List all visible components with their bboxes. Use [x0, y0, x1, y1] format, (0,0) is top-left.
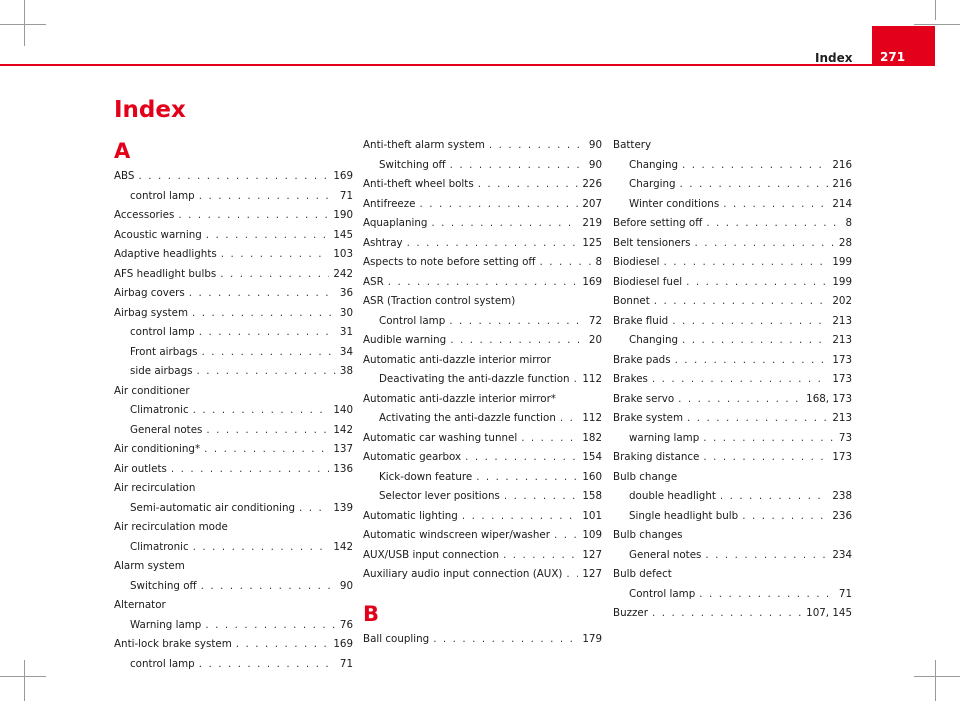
- dot-leader: [431, 214, 578, 234]
- index-entry: [363, 331, 602, 351]
- entry-page-ref[interactable]: 202: [832, 295, 852, 307]
- dot-leader: [199, 187, 336, 207]
- entry-page-ref[interactable]: 109: [582, 529, 602, 541]
- entry-term: Auxiliary audio input connection (AUX): [363, 568, 563, 580]
- entry-term: Biodiesel: [613, 256, 660, 268]
- dot-leader: [703, 448, 828, 468]
- entry-page-ref[interactable]: 101: [582, 509, 602, 522]
- entry-term: Deactivating the anti-dazzle function: [379, 373, 570, 385]
- index-entry: [613, 214, 852, 234]
- entry-page-ref[interactable]: 214: [832, 197, 852, 210]
- entry-term: Aspects to note before setting off: [363, 256, 536, 268]
- entry-term: General notes: [629, 548, 702, 561]
- index-entry: [613, 351, 852, 371]
- index-column-2: [363, 136, 602, 649]
- entry-term: Air recirculation mode: [114, 521, 228, 533]
- header-rule: [0, 64, 935, 66]
- index-subentry: [613, 156, 852, 176]
- entry-term: Switching off: [130, 579, 197, 592]
- entry-term: Automatic anti-dazzle interior mirror: [363, 353, 551, 366]
- index-column-3: [613, 136, 852, 624]
- dot-leader: [197, 362, 336, 382]
- dot-leader: [193, 538, 330, 558]
- index-heading: [613, 468, 852, 488]
- dot-leader: [503, 546, 578, 566]
- entry-term: Airbag system: [114, 306, 189, 319]
- entry-term: Warning lamp: [130, 618, 202, 631]
- entry-term: warning lamp: [629, 431, 700, 444]
- dot-leader: [678, 390, 802, 410]
- crop-mark: [24, 660, 25, 701]
- entry-term: Selector lever positions: [379, 490, 500, 502]
- entry-term: Braking distance: [613, 451, 700, 463]
- dot-leader: [171, 460, 329, 480]
- index-subentry: [114, 577, 353, 597]
- index-entry: [613, 234, 852, 254]
- entry-term: Activating the anti-dazzle function: [379, 412, 556, 424]
- index-subentry: [114, 499, 353, 519]
- entry-page-ref[interactable]: 8: [845, 217, 852, 229]
- dot-leader: [206, 226, 330, 246]
- index-subentry: [114, 616, 353, 636]
- entry-page-ref[interactable]: 219: [582, 217, 602, 229]
- dot-leader: [192, 304, 336, 324]
- entry-term: Automatic anti-dazzle interior mirror*: [363, 392, 556, 405]
- section-letter-b: B: [363, 601, 380, 626]
- dot-leader: [574, 370, 579, 390]
- index-subentry: [613, 175, 852, 195]
- entry-page-ref[interactable]: 169: [582, 275, 602, 288]
- entry-term: Anti-theft alarm system: [363, 139, 485, 151]
- index-entry: [114, 206, 353, 226]
- entry-page-ref[interactable]: 125: [582, 236, 602, 249]
- dot-leader: [189, 284, 336, 304]
- index-entry: [613, 273, 852, 293]
- dot-leader: [462, 507, 579, 527]
- entry-term: Bulb changes: [613, 529, 683, 541]
- dot-leader: [476, 468, 578, 488]
- entry-term: Anti-lock brake system: [114, 638, 232, 650]
- entry-page-ref[interactable]: 112: [582, 412, 602, 424]
- index-subentry: [114, 401, 353, 421]
- index-entry: [114, 635, 353, 655]
- index-entry: [114, 460, 353, 480]
- entry-page-ref[interactable]: 199: [832, 275, 852, 288]
- entry-term: Automatic lighting: [363, 509, 458, 522]
- entry-page-ref[interactable]: 182: [582, 431, 602, 444]
- entry-page-ref[interactable]: 31: [339, 326, 353, 338]
- index-subentry: [114, 362, 353, 382]
- index-entry: [363, 630, 602, 650]
- entry-term: Aquaplaning: [363, 217, 428, 229]
- entry-term: Antifreeze: [363, 197, 416, 210]
- index-subentry: [114, 323, 353, 343]
- index-heading: [114, 479, 353, 499]
- dot-leader: [699, 585, 835, 605]
- entry-page-ref[interactable]: 103: [333, 248, 353, 260]
- index-entry: [613, 370, 852, 390]
- index-heading: [114, 557, 353, 577]
- entry-term: Air conditioner: [114, 384, 190, 397]
- entry-page-ref[interactable]: 236: [832, 509, 852, 522]
- dot-leader: [504, 487, 578, 507]
- entry-term: Switching off: [379, 158, 446, 171]
- index-subentry: [613, 585, 852, 605]
- entry-page-ref[interactable]: 76: [339, 618, 353, 631]
- page-number: 271: [880, 50, 906, 64]
- entry-term: Kick-down feature: [379, 470, 473, 483]
- entry-page-ref[interactable]: 71: [838, 587, 852, 600]
- page-number-tab: [872, 26, 935, 66]
- dot-leader: [221, 245, 330, 265]
- index-subentry: [613, 487, 852, 507]
- index-heading: [114, 382, 353, 402]
- entry-page-ref[interactable]: 73: [838, 431, 852, 444]
- crop-mark: [914, 676, 960, 677]
- index-subentry: [363, 487, 602, 507]
- entry-term: Accessories: [114, 209, 175, 221]
- entry-term: control lamp: [130, 326, 195, 338]
- entry-page-ref[interactable]: 238: [832, 490, 852, 502]
- index-subentry: [613, 546, 852, 566]
- entry-page-ref[interactable]: 216: [832, 158, 852, 171]
- entry-page-ref[interactable]: 168, 173: [806, 392, 852, 405]
- index-subentry: [363, 468, 602, 488]
- index-subentry: [613, 507, 852, 527]
- entry-page-ref[interactable]: 90: [588, 139, 602, 151]
- entry-page-ref[interactable]: 234: [832, 548, 852, 561]
- entry-term: Audible warning: [363, 334, 447, 346]
- section-letter-a: A: [114, 139, 131, 163]
- dot-leader: [205, 616, 336, 636]
- index-subentry: [114, 187, 353, 207]
- dot-leader: [654, 292, 829, 312]
- dot-leader: [206, 421, 329, 441]
- index-entry: [363, 234, 602, 254]
- entry-term: ASR (Traction control system): [363, 295, 516, 307]
- entry-page-ref[interactable]: 199: [832, 256, 852, 268]
- entry-page-ref[interactable]: 8: [595, 256, 602, 268]
- entry-page-ref[interactable]: 112: [582, 373, 602, 385]
- entry-term: Alarm system: [114, 560, 185, 572]
- entry-term: side airbags: [130, 365, 193, 377]
- index-subentry: [613, 429, 852, 449]
- entry-page-ref[interactable]: 90: [339, 579, 353, 592]
- dot-leader: [201, 577, 336, 597]
- index-heading: [363, 351, 602, 371]
- dot-leader: [560, 409, 578, 429]
- entry-page-ref[interactable]: 173: [832, 373, 852, 385]
- crop-mark: [935, 660, 936, 701]
- crop-mark: [0, 24, 46, 25]
- entry-page-ref[interactable]: 213: [832, 412, 852, 424]
- index-subentry: [114, 538, 353, 558]
- index-heading: [613, 136, 852, 156]
- entry-page-ref[interactable]: 30: [339, 306, 353, 319]
- index-entry: [613, 604, 852, 624]
- page-title: Index: [114, 97, 186, 123]
- entry-term: Control lamp: [629, 587, 696, 600]
- entry-page-ref[interactable]: 216: [832, 178, 852, 190]
- dot-leader: [682, 331, 828, 351]
- dot-leader: [682, 156, 828, 176]
- entry-term: ASR: [363, 275, 384, 288]
- dot-leader: [433, 630, 578, 650]
- entry-term: Bonnet: [613, 295, 650, 307]
- entry-page-ref[interactable]: 242: [333, 267, 353, 280]
- entry-term: Brake system: [613, 412, 684, 424]
- entry-term: ABS: [114, 170, 135, 182]
- entry-term: Brake fluid: [613, 314, 669, 327]
- crop-mark: [935, 0, 936, 20]
- index-entry: [613, 312, 852, 332]
- entry-term: Before setting off: [613, 217, 703, 229]
- index-entry: [363, 253, 602, 273]
- entry-term: Acoustic warning: [114, 228, 202, 241]
- dot-leader: [178, 206, 329, 226]
- entry-page-ref[interactable]: 179: [582, 632, 602, 645]
- entry-term: Changing: [629, 158, 679, 171]
- dot-leader: [489, 136, 585, 156]
- entry-page-ref[interactable]: 140: [333, 404, 353, 416]
- index-entry: [363, 214, 602, 234]
- crop-mark: [914, 24, 960, 25]
- entry-page-ref[interactable]: 213: [832, 334, 852, 346]
- entry-term: Changing: [629, 334, 679, 346]
- index-entry: [363, 507, 602, 527]
- entry-term: Climatronic: [130, 404, 189, 416]
- index-entry: [613, 292, 852, 312]
- entry-term: Air recirculation: [114, 482, 196, 494]
- dot-leader: [742, 507, 828, 527]
- index-entry: [363, 526, 602, 546]
- entry-term: Single headlight bulb: [629, 509, 739, 522]
- dot-leader: [706, 214, 841, 234]
- index-heading: [613, 526, 852, 546]
- dot-leader: [521, 429, 578, 449]
- crop-mark: [0, 676, 46, 677]
- index-entry: [613, 390, 852, 410]
- entry-page-ref[interactable]: 107, 145: [806, 607, 852, 619]
- entry-page-ref[interactable]: 127: [582, 548, 602, 561]
- entry-term: Automatic car washing tunnel: [363, 431, 518, 444]
- entry-term: Winter conditions: [629, 197, 720, 210]
- dot-leader: [539, 253, 591, 273]
- entry-term: Airbag covers: [114, 287, 185, 299]
- dot-leader: [566, 565, 578, 585]
- entry-term: Ball coupling: [363, 632, 430, 645]
- dot-leader: [220, 265, 329, 285]
- entry-term: Charging: [629, 178, 676, 190]
- index-entry: [363, 546, 602, 566]
- index-heading: [363, 292, 602, 312]
- entry-term: Climatronic: [130, 540, 189, 553]
- entry-page-ref[interactable]: 139: [333, 501, 353, 514]
- entry-term: control lamp: [130, 189, 195, 202]
- index-entry: [613, 253, 852, 273]
- index-entry: [363, 175, 602, 195]
- dot-leader: [723, 195, 828, 215]
- index-entry: [114, 245, 353, 265]
- entry-page-ref[interactable]: 20: [588, 334, 602, 346]
- entry-page-ref[interactable]: 190: [333, 209, 353, 221]
- dot-leader: [450, 156, 585, 176]
- index-entry: [114, 265, 353, 285]
- entry-term: General notes: [130, 423, 203, 436]
- dot-leader: [199, 323, 336, 343]
- crop-mark: [24, 0, 25, 46]
- running-header-title: Index: [815, 51, 853, 65]
- entry-page-ref[interactable]: 136: [333, 462, 353, 475]
- entry-page-ref[interactable]: 28: [838, 236, 852, 249]
- entry-term: AUX/USB input connection: [363, 548, 500, 561]
- index-subentry: [363, 156, 602, 176]
- entry-page-ref[interactable]: 160: [582, 470, 602, 483]
- dot-leader: [193, 401, 330, 421]
- dot-leader: [388, 273, 579, 293]
- entry-page-ref[interactable]: 154: [582, 451, 602, 463]
- entry-page-ref[interactable]: 142: [333, 540, 353, 553]
- dot-leader: [201, 343, 335, 363]
- entry-page-ref[interactable]: 90: [588, 158, 602, 171]
- entry-page-ref[interactable]: 38: [339, 365, 353, 377]
- dot-leader: [204, 440, 329, 460]
- entry-term: control lamp: [130, 657, 195, 670]
- index-subentry: [114, 421, 353, 441]
- dot-leader: [138, 167, 329, 187]
- entry-page-ref[interactable]: 173: [832, 451, 852, 463]
- dot-leader: [449, 312, 585, 332]
- entry-term: Automatic windscreen wiper/washer: [363, 529, 550, 541]
- dot-leader: [694, 234, 834, 254]
- index-entry: [613, 448, 852, 468]
- dot-leader: [664, 253, 829, 273]
- index-column-1: [114, 136, 353, 674]
- index-entry: [114, 226, 353, 246]
- entry-term: Brakes: [613, 373, 648, 385]
- entry-page-ref[interactable]: 226: [582, 178, 602, 190]
- entry-page-ref[interactable]: 213: [832, 314, 852, 327]
- index-subentry: [363, 409, 602, 429]
- entry-term: Belt tensioners: [613, 236, 691, 249]
- index-entry: [114, 167, 353, 187]
- entry-term: Biodiesel fuel: [613, 275, 683, 288]
- dot-leader: [703, 429, 835, 449]
- entry-page-ref[interactable]: 71: [339, 189, 353, 202]
- index-entry: [363, 136, 602, 156]
- entry-page-ref[interactable]: 207: [582, 197, 602, 210]
- entry-term: Brake servo: [613, 392, 675, 405]
- dot-leader: [652, 604, 802, 624]
- index-entry: [114, 284, 353, 304]
- entry-page-ref[interactable]: 72: [588, 314, 602, 327]
- index-subentry: [613, 331, 852, 351]
- entry-term: Air outlets: [114, 462, 167, 475]
- index-entry: [363, 565, 602, 585]
- dot-leader: [420, 195, 579, 215]
- entry-term: Bulb defect: [613, 568, 672, 580]
- entry-page-ref[interactable]: 36: [339, 287, 353, 299]
- dot-leader: [450, 331, 585, 351]
- entry-term: Bulb change: [613, 470, 678, 483]
- entry-term: Anti-theft wheel bolts: [363, 178, 474, 190]
- index-entry: [363, 195, 602, 215]
- entry-page-ref[interactable]: 127: [582, 568, 602, 580]
- entry-term: Alternator: [114, 599, 166, 611]
- entry-term: Battery: [613, 139, 652, 151]
- index-entry: [363, 429, 602, 449]
- dot-leader: [675, 351, 829, 371]
- entry-term: Front airbags: [130, 345, 198, 358]
- entry-page-ref[interactable]: 158: [582, 490, 602, 502]
- dot-leader: [465, 448, 578, 468]
- entry-page-ref[interactable]: 71: [339, 657, 353, 670]
- index-entry: [613, 409, 852, 429]
- entry-page-ref[interactable]: 169: [333, 170, 353, 182]
- index-heading: [363, 390, 602, 410]
- index-subentry: [363, 370, 602, 390]
- entry-term: Buzzer: [613, 607, 648, 619]
- index-subentry: [613, 195, 852, 215]
- dot-leader: [299, 499, 329, 519]
- dot-leader: [672, 312, 828, 332]
- index-entry: [363, 448, 602, 468]
- dot-leader: [720, 487, 828, 507]
- entry-term: double headlight: [629, 490, 716, 502]
- entry-term: Semi-automatic air conditioning: [130, 501, 296, 514]
- index-subentry: [363, 312, 602, 332]
- index-heading: [114, 518, 353, 538]
- index-subentry: [114, 343, 353, 363]
- dot-leader: [554, 526, 578, 546]
- dot-leader: [680, 175, 829, 195]
- dot-leader: [236, 635, 330, 655]
- index-entry: [114, 304, 353, 324]
- entry-term: Control lamp: [379, 314, 446, 327]
- index-entry: [363, 273, 602, 293]
- entry-term: Ashtray: [363, 236, 403, 249]
- entry-term: Adaptive headlights: [114, 248, 217, 260]
- dot-leader: [687, 409, 828, 429]
- index-entry: [114, 440, 353, 460]
- dot-leader: [652, 370, 828, 390]
- dot-leader: [199, 655, 336, 675]
- entry-page-ref[interactable]: 137: [333, 443, 353, 455]
- entry-term: Brake pads: [613, 353, 671, 366]
- dot-leader: [686, 273, 828, 293]
- index-subentry: [114, 655, 353, 675]
- dot-leader: [478, 175, 579, 195]
- entry-page-ref[interactable]: 145: [333, 228, 353, 241]
- entry-page-ref[interactable]: 173: [832, 353, 852, 366]
- dot-leader: [407, 234, 579, 254]
- dot-leader: [705, 546, 828, 566]
- index-heading: [613, 565, 852, 585]
- entry-term: Air conditioning*: [114, 443, 201, 455]
- entry-term: AFS headlight bulbs: [114, 267, 217, 280]
- entry-page-ref[interactable]: 34: [339, 345, 353, 358]
- index-heading: [114, 596, 353, 616]
- entry-term: Automatic gearbox: [363, 451, 462, 463]
- entry-page-ref[interactable]: 169: [333, 638, 353, 650]
- entry-page-ref[interactable]: 142: [333, 423, 353, 436]
